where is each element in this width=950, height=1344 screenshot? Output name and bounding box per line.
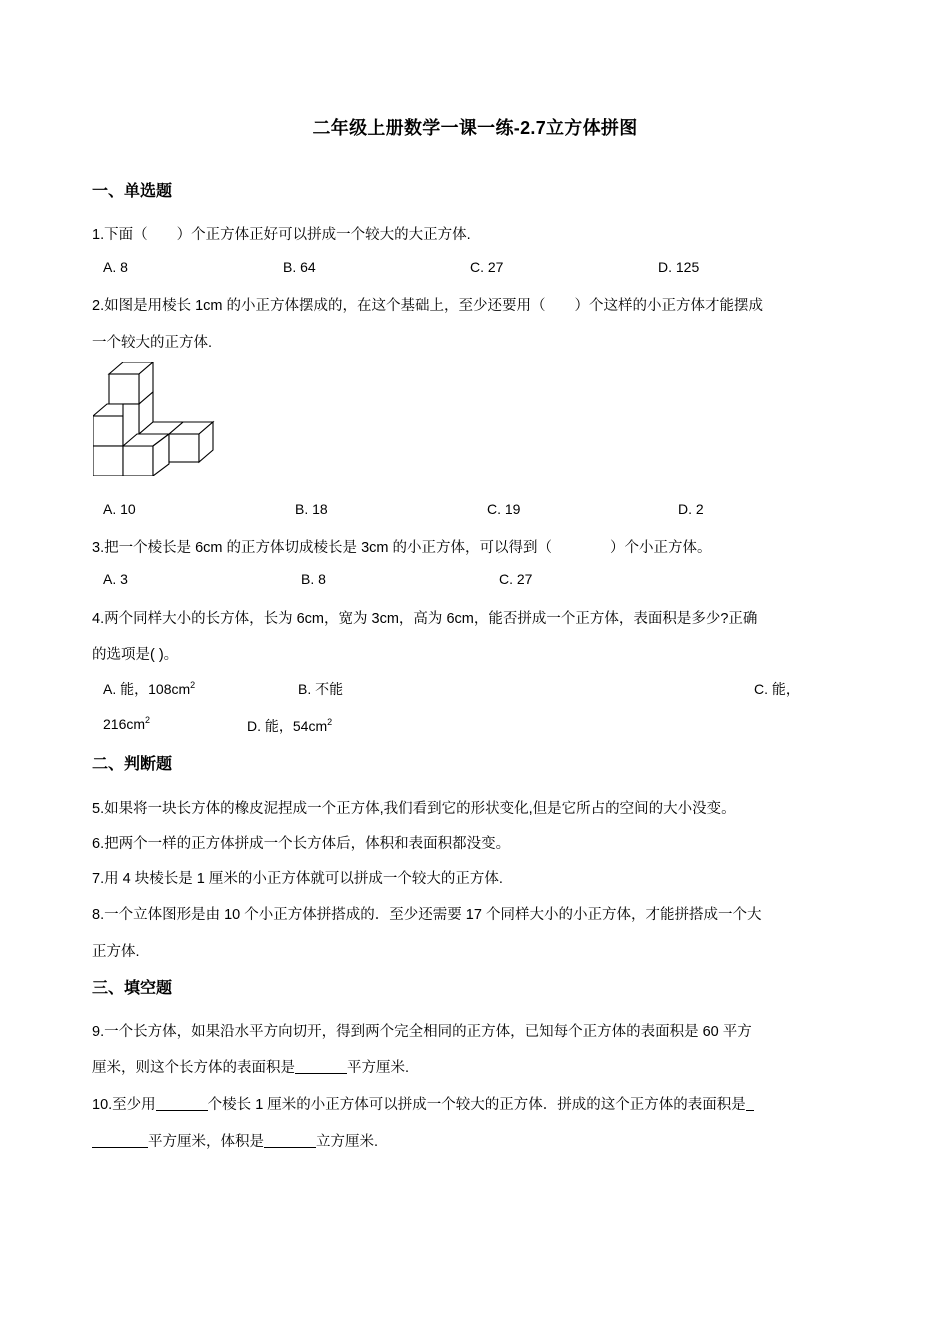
q10-area-blank[interactable] [92, 1133, 148, 1148]
q10-area-blank-start[interactable] [746, 1096, 754, 1111]
cube-front-face [109, 374, 139, 404]
q2-option-d[interactable]: D. 2 [678, 501, 704, 517]
question-8-line-1: 8.一个立体图形是由 10 个小正方体拼搭成的．至少还需要 17 个同样大小的小正方体，才能拼搭成一个大 [92, 907, 762, 923]
question-6: 6.把两个一样的正方体拼成一个长方体后，体积和表面积都没变。 [92, 836, 511, 852]
q4-option-c-continued[interactable]: $216cm^2$ [103, 715, 151, 732]
question-10-line-2: 平方厘米，体积是 立方厘米. [92, 1130, 378, 1151]
q2-option-c[interactable]: C. 19 [487, 501, 521, 517]
question-10-line-1: 10.至少用 个棱长 1 厘米的小正方体可以拼成一个较大的正方体．拼成的这个正方体的表面积是 [92, 1093, 754, 1114]
question-5: 5.如果将一块长方体的橡皮泥捏成一个正方体,我们看到它的形状变化,但是它所占的空间的大小没变。 [92, 801, 736, 817]
question-9-line-2: 厘米，则这个长方体的表面积是 平方厘米. [92, 1060, 410, 1076]
question-3: 3.把一个棱长是 6cm 的正方体切成棱长是 3cm 的小正方体，可以得到（ ）个小正方体。 [92, 540, 712, 556]
q1-option-b[interactable]: B. 64 [283, 259, 316, 275]
question-8-line-2: 正方体. [92, 944, 140, 960]
q4-option-a[interactable]: A. 能，$108cm^2$ [103, 680, 196, 697]
page-title: 二年级上册数学一课一练-2.7立方体拼图 [312, 118, 638, 138]
q3-option-c[interactable]: C. 27 [499, 571, 533, 587]
q1-option-d[interactable]: D. 125 [658, 259, 700, 275]
question-1: 1.下面（ ）个正方体正好可以拼成一个较大的大正方体. [92, 227, 471, 243]
q4-option-b[interactable]: B. 不能 [298, 681, 344, 697]
section-heading-fill-blank: 三、填空题 [92, 980, 173, 997]
q1-option-c[interactable]: C. 27 [470, 259, 504, 275]
question-2-line-1: 2.如图是用棱长 1cm 的小正方体摆成的，在这个基础上，至少还要用（ ）个这样的小正方体才能摆成 [92, 298, 764, 314]
question-4-line-2: 的选项是( )。 [92, 647, 179, 663]
section-heading-true-false: 二、判断题 [92, 756, 173, 773]
section-heading-single-choice: 一、单选题 [92, 183, 173, 200]
question-2-line-2: 一个较大的正方体. [92, 335, 213, 351]
q10-volume-blank[interactable] [264, 1133, 316, 1148]
cube-stack-figure [93, 362, 217, 476]
q2-option-b[interactable]: B. 18 [295, 501, 328, 517]
q4-option-d[interactable]: D. 能，$54cm^2$ [247, 717, 333, 734]
question-4-line-1: 4.两个同样大小的长方体，长为 6cm，宽为 3cm，高为 6cm，能否拼成一个正方体，表面积是多少?正确 [92, 611, 758, 627]
q3-option-a[interactable]: A. 3 [103, 571, 128, 587]
q1-option-a[interactable]: A. 8 [103, 259, 128, 275]
q2-option-a[interactable]: A. 10 [103, 501, 136, 517]
q10-count-blank[interactable] [156, 1096, 208, 1111]
question-9-line-1: 9.一个长方体，如果沿水平方向切开，得到两个完全相同的正方体，已知每个正方体的表面积是 60 平方 [92, 1024, 752, 1040]
q9-answer-blank[interactable] [295, 1059, 347, 1074]
question-7: 7.用 4 块棱长是 1 厘米的小正方体就可以拼成一个较大的正方体. [92, 871, 503, 887]
q4-option-c[interactable]: C. 能， [754, 681, 800, 697]
q3-option-b[interactable]: B. 8 [301, 571, 326, 587]
